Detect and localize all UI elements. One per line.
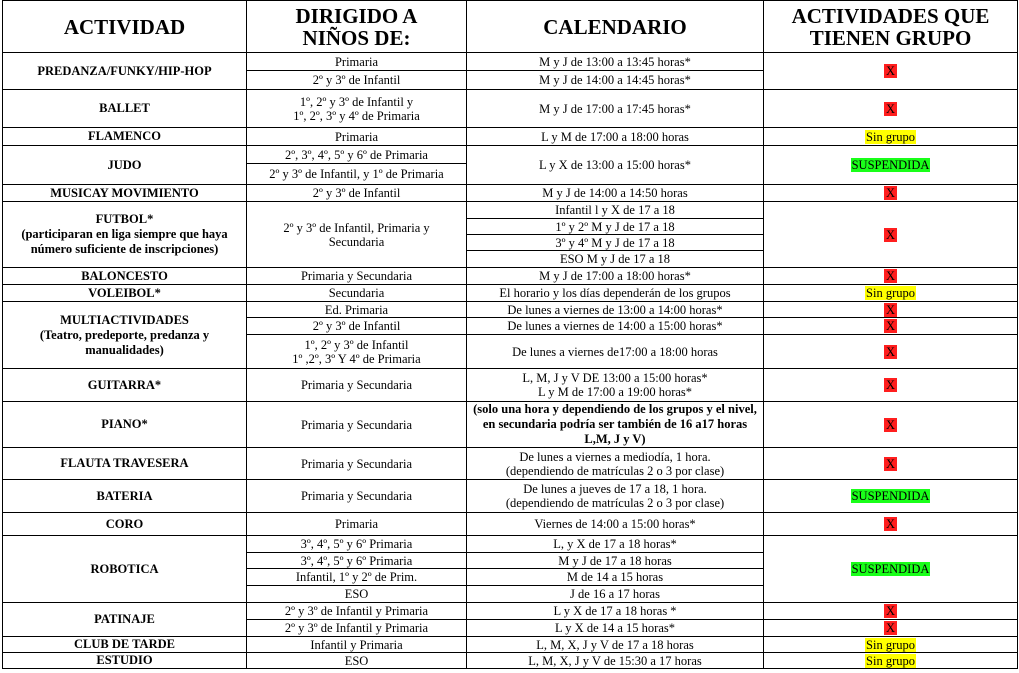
group-status — [764, 202, 1018, 268]
activity-name: BATERIA — [3, 480, 247, 513]
group-status — [764, 146, 1018, 185]
schedule: L y M de 17:00 a 18:00 horas — [467, 128, 764, 146]
group-status — [764, 637, 1018, 653]
header-calendario: CALENDARIO — [467, 1, 764, 53]
no-group-mark: X — [885, 64, 896, 78]
suspendida-badge: SUSPENDIDA — [851, 489, 930, 503]
age-group: ESO — [247, 653, 467, 669]
schedule-note: (solo una hora y dependiendo de los grupos y el nivel, en secundaria podría ser también de 16 a17 horas L,M, J y V) — [467, 402, 764, 448]
group-status — [764, 185, 1018, 202]
row-robotica — [3, 536, 1018, 553]
schedule: 3º y 4º M y J de 17 a 18 — [467, 235, 764, 251]
row-multi — [3, 302, 1018, 318]
activity-name: BALONCESTO — [3, 268, 247, 285]
schedule: De lunes a viernes de17:00 a 18:00 horas — [467, 335, 764, 369]
age-group: ESO — [247, 586, 467, 603]
activity-name: CLUB DE TARDE — [3, 637, 247, 653]
activity-name: JUDO — [3, 146, 247, 185]
age-group: Primaria — [247, 513, 467, 536]
group-status — [764, 335, 1018, 369]
group-status — [764, 653, 1018, 669]
no-group-mark: X — [885, 101, 896, 116]
row-coro — [3, 513, 1018, 536]
schedule: De lunes a viernes de 13:00 a 14:00 horas* — [467, 302, 764, 318]
group-status — [764, 620, 1018, 637]
activity-name: PREDANZA/FUNKY/HIP-HOP — [3, 53, 247, 90]
activity-name: FLAUTA TRAVESERA — [3, 448, 247, 480]
schedule: M y J de 17 a 18 horas — [467, 553, 764, 569]
schedule: L y X de 17 a 18 horas * — [467, 603, 764, 620]
age-group: 2º y 3º de Infantil y Primaria — [247, 620, 467, 637]
group-status — [764, 285, 1018, 302]
activity-name: GUITARRA* — [3, 369, 247, 402]
schedule: L y X de 14 a 15 horas* — [467, 620, 764, 637]
activity-name: ESTUDIO — [3, 653, 247, 669]
age-group: 2º y 3º de Infantil — [247, 185, 467, 202]
group-status — [764, 536, 1018, 603]
sin-grupo-badge: Sin grupo — [866, 637, 915, 652]
row-flamenco — [3, 128, 1018, 146]
row-predanza — [3, 53, 1018, 71]
row-baloncesto — [3, 268, 1018, 285]
group-status — [764, 90, 1018, 128]
age-group: Secundaria — [247, 285, 467, 302]
row-musica — [3, 185, 1018, 202]
header-grupo: ACTIVIDADES QUE TIENEN GRUPO — [764, 1, 1018, 53]
age-group: 2º y 3º de Infantil y Primaria — [247, 603, 467, 620]
age-group: 1º, 2º y 3º de Infantil y 1º, 2º, 3º y 4º de Primaria — [247, 90, 467, 128]
schedule: L, M, J y V DE 13:00 a 15:00 horas* L y M de 17:00 a 19:00 horas* — [467, 369, 764, 402]
schedule: M y J de 14:00 a 14:50 horas — [467, 185, 764, 202]
age-group: Primaria — [247, 53, 467, 71]
row-flauta — [3, 448, 1018, 480]
group-status — [764, 318, 1018, 335]
group-status — [764, 448, 1018, 480]
no-group-mark: X — [885, 319, 896, 333]
schedule: L, M, X, J y V de 17 a 18 horas — [467, 637, 764, 653]
group-status — [764, 268, 1018, 285]
row-piano — [3, 402, 1018, 448]
age-group: 2º y 3º de Infantil — [247, 318, 467, 335]
activity-name: PIANO* — [3, 402, 247, 448]
sin-grupo-badge: Sin grupo — [866, 286, 915, 300]
suspendida-badge: SUSPENDIDA — [851, 562, 930, 576]
schedule: M de 14 a 15 horas — [467, 569, 764, 586]
schedule: L, M, X, J y V de 15:30 a 17 horas — [467, 653, 764, 669]
schedule: De lunes a jueves de 17 a 18, 1 hora. (dependiendo de matrículas 2 o 3 por clase) — [467, 480, 764, 513]
group-status — [764, 53, 1018, 90]
schedule: M y J de 17:00 a 17:45 horas* — [467, 90, 764, 128]
group-status — [764, 369, 1018, 402]
no-group-mark: X — [885, 417, 896, 432]
age-group: Infantil, 1º y 2º de Prim. — [247, 569, 467, 586]
no-group-mark: X — [885, 186, 896, 200]
age-group: Primaria — [247, 128, 467, 146]
activity-name: MULTIACTIVIDADES (Teatro, predeporte, predanza y manualidades) — [3, 302, 247, 369]
schedule: 1º y 2º M y J de 17 a 18 — [467, 219, 764, 235]
sin-grupo-badge: Sin grupo — [866, 129, 915, 144]
schedule: De lunes a viernes de 14:00 a 15:00 horas* — [467, 318, 764, 335]
row-club — [3, 637, 1018, 653]
age-group: 2º y 3º de Infantil, Primaria y Secundaria — [247, 202, 467, 268]
activity-name: PATINAJE — [3, 603, 247, 637]
row-estudio — [3, 653, 1018, 669]
age-group: Infantil y Primaria — [247, 637, 467, 653]
header-dirigido: DIRIGIDO A NIÑOS DE: — [247, 1, 467, 53]
no-group-mark: X — [885, 604, 896, 618]
age-group: 2º, 3º, 4º, 5º y 6º de Primaria — [247, 146, 467, 164]
row-futbol — [3, 202, 1018, 219]
group-status — [764, 302, 1018, 318]
age-group: Primaria y Secundaria — [247, 402, 467, 448]
schedule: M y J de 13:00 a 13:45 horas* — [467, 53, 764, 71]
suspendida-badge: SUSPENDIDA — [851, 158, 930, 172]
schedule: Infantil l y X de 17 a 18 — [467, 202, 764, 219]
age-group: 2º y 3º de Infantil — [247, 71, 467, 90]
activity-name: ROBOTICA — [3, 536, 247, 603]
no-group-mark: X — [885, 378, 896, 392]
row-bateria — [3, 480, 1018, 513]
schedule: De lunes a viernes a mediodía, 1 hora. (dependiendo de matrículas 2 o 3 por clase) — [467, 448, 764, 480]
no-group-mark: X — [885, 344, 896, 359]
no-group-mark: X — [885, 517, 896, 531]
activities-table — [2, 0, 1018, 669]
activity-name: BALLET — [3, 90, 247, 128]
activity-name: FLAMENCO — [3, 128, 247, 146]
row-judo — [3, 146, 1018, 164]
age-group: 3º, 4º, 5º y 6º Primaria — [247, 553, 467, 569]
schedule: Viernes de 14:00 a 15:00 horas* — [467, 513, 764, 536]
schedule: El horario y los días dependerán de los grupos — [467, 285, 764, 302]
age-group: Primaria y Secundaria — [247, 369, 467, 402]
row-ballet — [3, 90, 1018, 128]
no-group-mark: X — [885, 269, 896, 283]
age-group: Ed. Primaria — [247, 302, 467, 318]
activity-name: MUSICAY MOVIMIENTO — [3, 185, 247, 202]
age-group: Primaria y Secundaria — [247, 480, 467, 513]
row-guitarra — [3, 369, 1018, 402]
age-group: 3º, 4º, 5º y 6º Primaria — [247, 536, 467, 553]
age-group: 1º, 2º y 3º de Infantil 1º ,2º, 3º Y 4º de Primaria — [247, 335, 467, 369]
schedule: L, y X de 17 a 18 horas* — [467, 536, 764, 553]
schedule: J de 16 a 17 horas — [467, 586, 764, 603]
schedule: M y J de 17:00 a 18:00 horas* — [467, 268, 764, 285]
no-group-mark: X — [885, 302, 896, 317]
activity-name: CORO — [3, 513, 247, 536]
no-group-mark: X — [885, 621, 896, 635]
row-patinaje — [3, 603, 1018, 620]
header-actividad: ACTIVIDAD — [3, 1, 247, 53]
group-status — [764, 480, 1018, 513]
age-group: Primaria y Secundaria — [247, 448, 467, 480]
group-status — [764, 402, 1018, 448]
group-status — [764, 603, 1018, 620]
row-voleibol — [3, 285, 1018, 302]
age-group: Primaria y Secundaria — [247, 268, 467, 285]
no-group-mark: X — [885, 456, 896, 471]
sin-grupo-badge: Sin grupo — [866, 653, 915, 668]
header-row — [3, 1, 1018, 53]
group-status — [764, 513, 1018, 536]
schedule: M y J de 14:00 a 14:45 horas* — [467, 71, 764, 90]
schedule: ESO M y J de 17 a 18 — [467, 251, 764, 268]
no-group-mark: X — [885, 227, 896, 242]
group-status — [764, 128, 1018, 146]
schedule: L y X de 13:00 a 15:00 horas* — [467, 146, 764, 185]
activity-name: FUTBOL* (participaran en liga siempre que haya número suficiente de inscripciones) — [3, 202, 247, 268]
age-group: 2º y 3º de Infantil, y 1º de Primaria — [247, 164, 467, 185]
activity-name: VOLEIBOL* — [3, 285, 247, 302]
